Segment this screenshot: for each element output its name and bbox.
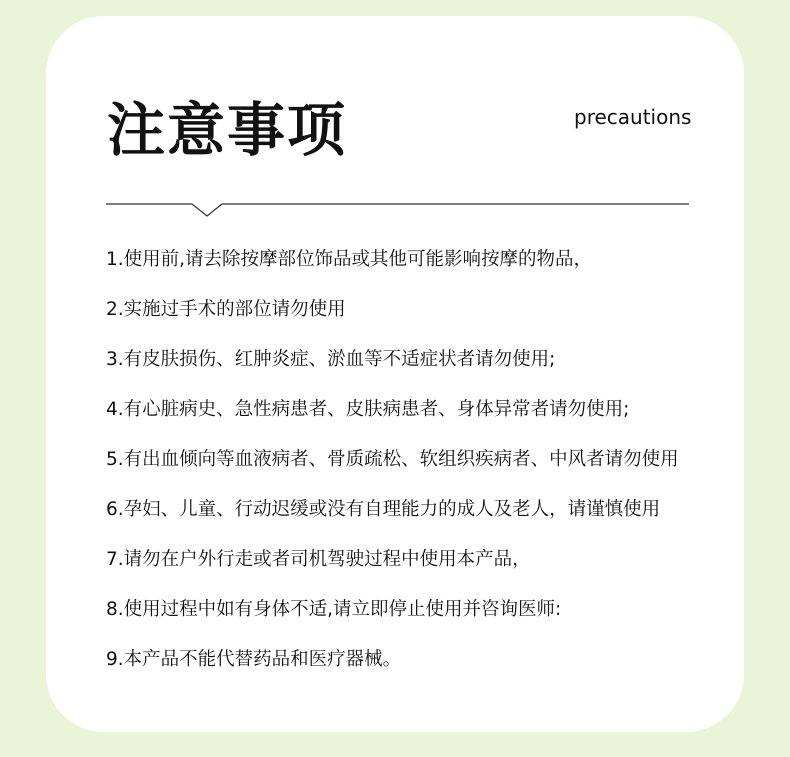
list-item: 7.请勿在户外行走或者司机驾驶过程中使用本产品， (106, 549, 531, 570)
list-item: 1.使用前,请去除按摩部位饰品或其他可能影响按摩的物品， (106, 249, 593, 270)
list-item: 3.有皮肤损伤、红肿炎症、淤血等不适症状者请勿使用; (106, 349, 556, 370)
list-item: 6.孕妇、儿童、行动迟缓或没有自理能力的成人及老人，请谨慎使用 (106, 499, 661, 520)
list-item: 2.实施过手术的部位请勿使用 (106, 299, 346, 320)
list-item: 9.本产品不能代替药品和医疗器械。 (106, 649, 402, 670)
page-subtitle: precautions (574, 105, 692, 129)
divider-line (106, 204, 689, 216)
list-item: 4.有心脏病史、急性病患者、皮肤病患者、身体异常者请勿使用; (106, 399, 630, 420)
list-item: 8.使用过程中如有身体不适,请立即停止使用并咨询医师: (106, 599, 562, 620)
title-divider (106, 196, 689, 220)
precautions-list (106, 236, 679, 686)
page-title: 注意事项 (107, 96, 348, 164)
list-item: 5.有出血倾向等血液病者、骨质疏松、软组织疾病者、中风者请勿使用 (106, 449, 679, 470)
